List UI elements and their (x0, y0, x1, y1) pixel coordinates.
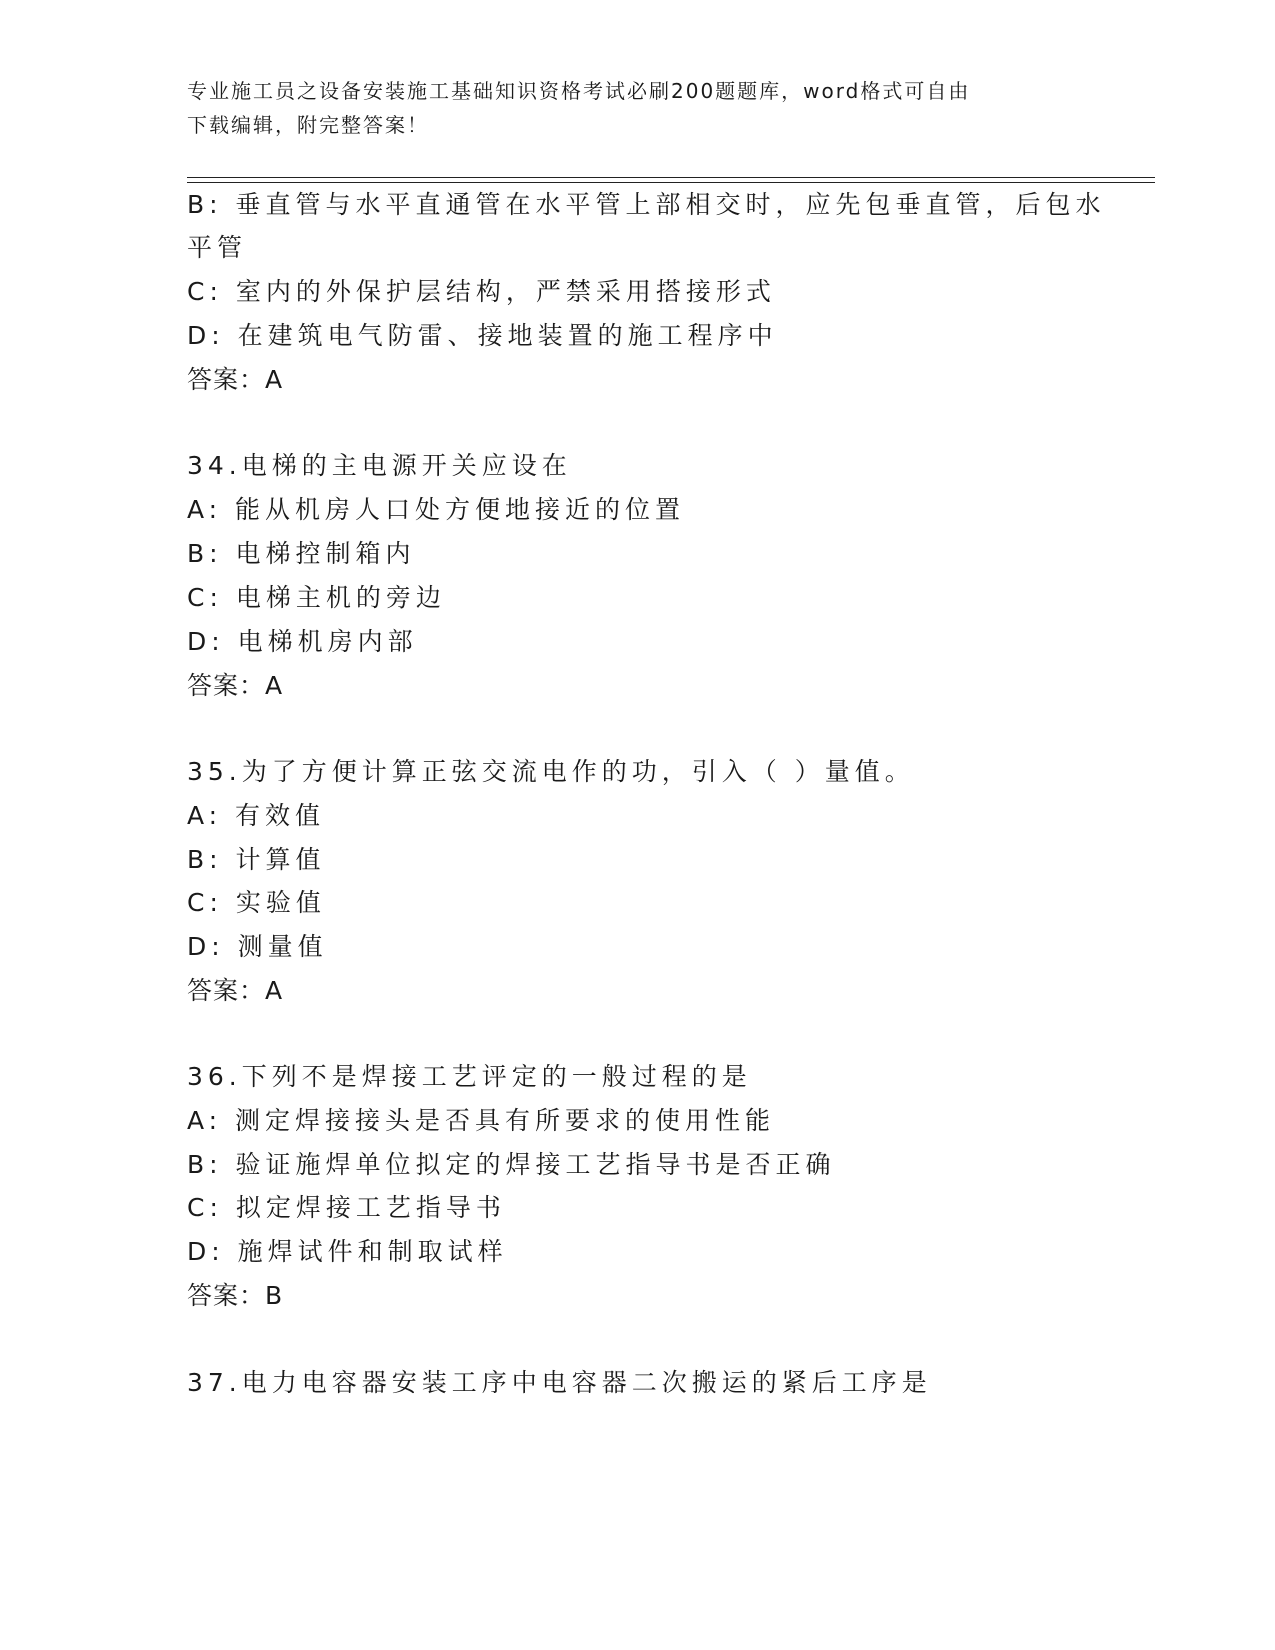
q36-answer: 答案：B (187, 1281, 284, 1310)
header-divider-top (187, 177, 1155, 178)
q34-option-d: D: 电梯机房内部 (187, 627, 418, 656)
document-header (187, 74, 1087, 142)
q36-question: 36.下列不是焊接工艺评定的一般过程的是 (187, 1062, 752, 1091)
q36-option-d: D: 施焊试件和制取试样 (187, 1237, 508, 1266)
q36-option-b: B: 验证施焊单位拟定的焊接工艺指导书是否正确 (187, 1150, 836, 1179)
header-divider-bottom (187, 182, 1155, 183)
q33-option-b-continued: 平管 (187, 233, 248, 262)
q33-answer: 答案：A (187, 365, 284, 394)
q36-option-c: C: 拟定焊接工艺指导书 (187, 1193, 506, 1222)
q35-question: 35.为了方便计算正弦交流电作的功，引入（ ）量值。 (187, 757, 915, 786)
q33-option-b: B: 垂直管与水平直通管在水平管上部相交时，应先包垂直管，后包水 (187, 190, 1106, 219)
header-title-line-1: 专业施工员之设备安装施工基础知识资格考试必刷200题题库，word格式可自由 (187, 79, 971, 103)
q34-option-a: A: 能从机房人口处方便地接近的位置 (187, 495, 686, 524)
header-title-line-2: 下载编辑，附完整答案！ (187, 113, 429, 137)
q33-option-c: C: 室内的外保护层结构，严禁采用搭接形式 (187, 277, 776, 306)
q35-option-d: D: 测量值 (187, 932, 328, 961)
q34-question: 34.电梯的主电源开关应设在 (187, 451, 572, 480)
q33-option-d: D: 在建筑电气防雷、接地装置的施工程序中 (187, 321, 778, 350)
q35-answer: 答案：A (187, 976, 284, 1005)
q34-option-b: B: 电梯控制箱内 (187, 539, 416, 568)
q34-option-c: C: 电梯主机的旁边 (187, 583, 446, 612)
q35-option-c: C: 实验值 (187, 888, 326, 917)
q37-question: 37.电力电容器安装工序中电容器二次搬运的紧后工序是 (187, 1368, 932, 1397)
q36-option-a: A: 测定焊接接头是否具有所要求的使用性能 (187, 1106, 776, 1135)
q35-option-a: A: 有效值 (187, 801, 326, 830)
q35-option-b: B: 计算值 (187, 845, 326, 874)
q34-answer: 答案：A (187, 671, 284, 700)
